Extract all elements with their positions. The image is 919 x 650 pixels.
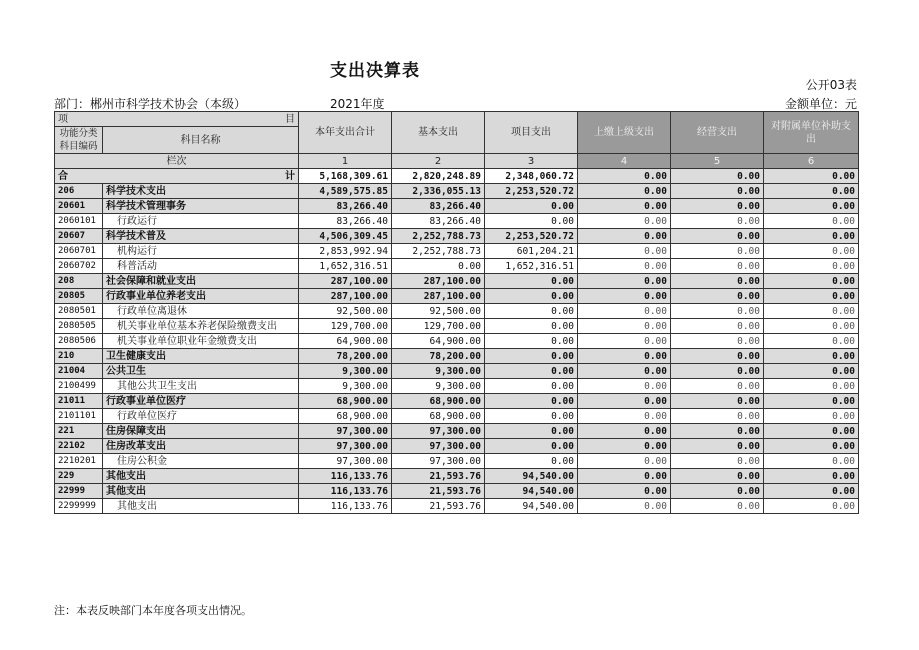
row-value-col1: 116,133.76 xyxy=(299,499,392,514)
row-value-col2: 64,900.00 xyxy=(392,334,485,349)
col-index-3: 3 xyxy=(485,154,578,169)
row-code: 2080501 xyxy=(55,304,103,319)
row-value-col3: 0.00 xyxy=(485,424,578,439)
row-name: 其他公共卫生支出 xyxy=(103,379,299,394)
table-row xyxy=(55,199,859,214)
row-value-col6: 0.00 xyxy=(764,184,859,199)
item-header xyxy=(55,112,299,127)
row-value-col4: 0.00 xyxy=(578,184,671,199)
row-value-col4: 0.00 xyxy=(578,229,671,244)
table-row xyxy=(55,424,859,439)
row-value-col3: 0.00 xyxy=(485,199,578,214)
col-header-5: 经营支出 xyxy=(671,112,764,154)
row-value-col4: 0.00 xyxy=(578,214,671,229)
row-name: 机关事业单位基本养老保险缴费支出 xyxy=(103,319,299,334)
row-code: 20601 xyxy=(55,199,103,214)
table-row xyxy=(55,499,859,514)
row-value-col5: 0.00 xyxy=(671,484,764,499)
row-value-col5: 0.00 xyxy=(671,334,764,349)
total-value: 2,348,060.72 xyxy=(485,169,578,184)
total-value: 5,168,309.61 xyxy=(299,169,392,184)
row-value-col3: 0.00 xyxy=(485,394,578,409)
department-label: 部门：郴州市科学技术协会（本级） xyxy=(54,97,247,111)
table-row xyxy=(55,454,859,469)
table-row xyxy=(55,409,859,424)
row-value-col2: 2,252,788.73 xyxy=(392,244,485,259)
row-value-col6: 0.00 xyxy=(764,244,859,259)
row-code: 2210201 xyxy=(55,454,103,469)
row-name: 科普活动 xyxy=(103,259,299,274)
row-value-col6: 0.00 xyxy=(764,334,859,349)
row-name: 行政事业单位养老支出 xyxy=(103,289,299,304)
row-value-col2: 129,700.00 xyxy=(392,319,485,334)
col-index-1: 1 xyxy=(299,154,392,169)
row-value-col1: 92,500.00 xyxy=(299,304,392,319)
row-code: 229 xyxy=(55,469,103,484)
row-value-col3: 2,253,520.72 xyxy=(485,184,578,199)
table-body xyxy=(55,169,859,514)
row-value-col3: 1,652,316.51 xyxy=(485,259,578,274)
row-name: 行政事业单位医疗 xyxy=(103,394,299,409)
total-value: 0.00 xyxy=(578,169,671,184)
row-value-col5: 0.00 xyxy=(671,304,764,319)
row-value-col5: 0.00 xyxy=(671,229,764,244)
row-value-col4: 0.00 xyxy=(578,364,671,379)
row-value-col3: 0.00 xyxy=(485,349,578,364)
row-value-col5: 0.00 xyxy=(671,439,764,454)
total-label-left: 合 xyxy=(58,170,68,182)
row-code: 2101101 xyxy=(55,409,103,424)
row-value-col6: 0.00 xyxy=(764,349,859,364)
row-name: 卫生健康支出 xyxy=(103,349,299,364)
index-label: 栏次 xyxy=(55,154,299,169)
row-value-col3: 0.00 xyxy=(485,379,578,394)
total-label xyxy=(55,169,299,184)
amount-unit: 金额单位：元 xyxy=(784,97,857,111)
row-value-col2: 97,300.00 xyxy=(392,439,485,454)
row-name: 其他支出 xyxy=(103,469,299,484)
row-value-col3: 0.00 xyxy=(485,274,578,289)
row-value-col1: 9,300.00 xyxy=(299,364,392,379)
row-name: 科学技术普及 xyxy=(103,229,299,244)
total-value: 2,820,248.89 xyxy=(392,169,485,184)
row-value-col2: 83,266.40 xyxy=(392,214,485,229)
row-value-col5: 0.00 xyxy=(671,199,764,214)
row-name: 住房公积金 xyxy=(103,454,299,469)
row-value-col5: 0.00 xyxy=(671,394,764,409)
row-name: 行政单位离退休 xyxy=(103,304,299,319)
row-value-col6: 0.00 xyxy=(764,304,859,319)
row-value-col1: 116,133.76 xyxy=(299,484,392,499)
row-value-col1: 97,300.00 xyxy=(299,424,392,439)
row-value-col3: 0.00 xyxy=(485,439,578,454)
row-value-col5: 0.00 xyxy=(671,379,764,394)
row-value-col1: 129,700.00 xyxy=(299,319,392,334)
row-value-col5: 0.00 xyxy=(671,409,764,424)
row-value-col2: 83,266.40 xyxy=(392,199,485,214)
table-row xyxy=(55,289,859,304)
row-code: 2060701 xyxy=(55,244,103,259)
row-value-col5: 0.00 xyxy=(671,349,764,364)
col-header-6: 对附属单位补助支出 xyxy=(764,112,859,154)
row-code: 221 xyxy=(55,424,103,439)
row-value-col1: 64,900.00 xyxy=(299,334,392,349)
col-header-4: 上缴上级支出 xyxy=(578,112,671,154)
row-value-col4: 0.00 xyxy=(578,379,671,394)
row-name: 行政单位医疗 xyxy=(103,409,299,424)
row-value-col4: 0.00 xyxy=(578,394,671,409)
row-value-col2: 97,300.00 xyxy=(392,424,485,439)
row-code: 20607 xyxy=(55,229,103,244)
row-value-col5: 0.00 xyxy=(671,424,764,439)
row-value-col4: 0.00 xyxy=(578,304,671,319)
row-value-col6: 0.00 xyxy=(764,289,859,304)
fiscal-year: 2021年度 xyxy=(330,97,385,111)
item-header-right: 目 xyxy=(285,113,295,125)
row-code: 210 xyxy=(55,349,103,364)
row-value-col6: 0.00 xyxy=(764,439,859,454)
row-value-col3: 0.00 xyxy=(485,304,578,319)
row-value-col6: 0.00 xyxy=(764,484,859,499)
item-header-left: 项 xyxy=(58,113,68,125)
col-index-4: 4 xyxy=(578,154,671,169)
table-row xyxy=(55,319,859,334)
row-value-col4: 0.00 xyxy=(578,499,671,514)
row-value-col2: 21,593.76 xyxy=(392,499,485,514)
row-value-col6: 0.00 xyxy=(764,319,859,334)
expenditure-table xyxy=(54,111,859,514)
row-code: 2080505 xyxy=(55,319,103,334)
row-value-col3: 0.00 xyxy=(485,409,578,424)
row-value-col2: 287,100.00 xyxy=(392,289,485,304)
row-value-col1: 68,900.00 xyxy=(299,409,392,424)
row-value-col4: 0.00 xyxy=(578,274,671,289)
row-value-col3: 94,540.00 xyxy=(485,484,578,499)
table-row xyxy=(55,334,859,349)
row-value-col6: 0.00 xyxy=(764,454,859,469)
page-title: 支出决算表 xyxy=(330,61,420,81)
row-value-col1: 287,100.00 xyxy=(299,274,392,289)
row-value-col1: 287,100.00 xyxy=(299,289,392,304)
row-value-col2: 68,900.00 xyxy=(392,409,485,424)
row-value-col3: 0.00 xyxy=(485,364,578,379)
row-code: 2080506 xyxy=(55,334,103,349)
col-header-1: 本年支出合计 xyxy=(299,112,392,154)
table-row xyxy=(55,439,859,454)
row-value-col4: 0.00 xyxy=(578,484,671,499)
row-value-col1: 4,506,309.45 xyxy=(299,229,392,244)
row-code: 20805 xyxy=(55,289,103,304)
row-value-col2: 21,593.76 xyxy=(392,484,485,499)
total-value: 0.00 xyxy=(764,169,859,184)
row-value-col4: 0.00 xyxy=(578,199,671,214)
row-value-col1: 4,589,575.85 xyxy=(299,184,392,199)
table-row xyxy=(55,379,859,394)
row-value-col5: 0.00 xyxy=(671,244,764,259)
row-value-col2: 2,336,055.13 xyxy=(392,184,485,199)
row-code: 206 xyxy=(55,184,103,199)
row-value-col5: 0.00 xyxy=(671,469,764,484)
row-value-col5: 0.00 xyxy=(671,259,764,274)
row-name: 其他支出 xyxy=(103,484,299,499)
row-value-col1: 78,200.00 xyxy=(299,349,392,364)
col-index-2: 2 xyxy=(392,154,485,169)
row-code: 2060702 xyxy=(55,259,103,274)
row-name: 住房保障支出 xyxy=(103,424,299,439)
row-value-col4: 0.00 xyxy=(578,349,671,364)
row-value-col6: 0.00 xyxy=(764,259,859,274)
col-header-2: 基本支出 xyxy=(392,112,485,154)
table-row xyxy=(55,214,859,229)
row-value-col1: 116,133.76 xyxy=(299,469,392,484)
total-row xyxy=(55,169,859,184)
name-header: 科目名称 xyxy=(103,127,299,154)
table-row xyxy=(55,394,859,409)
row-value-col3: 0.00 xyxy=(485,319,578,334)
row-value-col3: 0.00 xyxy=(485,214,578,229)
row-value-col1: 97,300.00 xyxy=(299,454,392,469)
row-value-col2: 68,900.00 xyxy=(392,394,485,409)
row-value-col6: 0.00 xyxy=(764,499,859,514)
row-name: 科学技术管理事务 xyxy=(103,199,299,214)
row-value-col6: 0.00 xyxy=(764,364,859,379)
form-number: 公开03表 xyxy=(805,78,857,92)
row-value-col2: 9,300.00 xyxy=(392,364,485,379)
row-name: 科学技术支出 xyxy=(103,184,299,199)
table-row xyxy=(55,364,859,379)
row-value-col5: 0.00 xyxy=(671,184,764,199)
row-value-col4: 0.00 xyxy=(578,319,671,334)
row-value-col4: 0.00 xyxy=(578,424,671,439)
row-value-col1: 68,900.00 xyxy=(299,394,392,409)
row-value-col6: 0.00 xyxy=(764,424,859,439)
table-row xyxy=(55,259,859,274)
row-value-col1: 9,300.00 xyxy=(299,379,392,394)
row-code: 2100499 xyxy=(55,379,103,394)
row-value-col6: 0.00 xyxy=(764,274,859,289)
table-row xyxy=(55,184,859,199)
row-value-col3: 0.00 xyxy=(485,289,578,304)
table-row xyxy=(55,304,859,319)
row-value-col5: 0.00 xyxy=(671,454,764,469)
table-row xyxy=(55,274,859,289)
row-value-col3: 94,540.00 xyxy=(485,499,578,514)
row-value-col3: 2,253,520.72 xyxy=(485,229,578,244)
table-row xyxy=(55,229,859,244)
row-value-col6: 0.00 xyxy=(764,394,859,409)
row-code: 22999 xyxy=(55,484,103,499)
row-value-col2: 9,300.00 xyxy=(392,379,485,394)
row-value-col4: 0.00 xyxy=(578,334,671,349)
row-code: 22102 xyxy=(55,439,103,454)
row-value-col2: 2,252,788.73 xyxy=(392,229,485,244)
row-value-col2: 97,300.00 xyxy=(392,454,485,469)
row-value-col4: 0.00 xyxy=(578,454,671,469)
row-value-col4: 0.00 xyxy=(578,409,671,424)
col-index-5: 5 xyxy=(671,154,764,169)
row-value-col2: 78,200.00 xyxy=(392,349,485,364)
row-code: 21004 xyxy=(55,364,103,379)
footnote: 注：本表反映部门本年度各项支出情况。 xyxy=(54,604,252,617)
row-name: 社会保障和就业支出 xyxy=(103,274,299,289)
row-value-col1: 1,652,316.51 xyxy=(299,259,392,274)
total-label-right: 计 xyxy=(285,170,295,182)
row-name: 公共卫生 xyxy=(103,364,299,379)
code-header: 功能分类科目编码 xyxy=(55,127,103,154)
table-row xyxy=(55,469,859,484)
row-value-col6: 0.00 xyxy=(764,379,859,394)
row-code: 21011 xyxy=(55,394,103,409)
table-row xyxy=(55,349,859,364)
row-value-col5: 0.00 xyxy=(671,364,764,379)
row-value-col4: 0.00 xyxy=(578,289,671,304)
row-value-col5: 0.00 xyxy=(671,289,764,304)
row-value-col3: 94,540.00 xyxy=(485,469,578,484)
row-code: 2060101 xyxy=(55,214,103,229)
col-index-6: 6 xyxy=(764,154,859,169)
row-value-col1: 83,266.40 xyxy=(299,214,392,229)
row-name: 住房改革支出 xyxy=(103,439,299,454)
row-value-col1: 97,300.00 xyxy=(299,439,392,454)
row-value-col3: 0.00 xyxy=(485,454,578,469)
row-value-col2: 0.00 xyxy=(392,259,485,274)
row-value-col4: 0.00 xyxy=(578,469,671,484)
row-name: 行政运行 xyxy=(103,214,299,229)
row-value-col6: 0.00 xyxy=(764,199,859,214)
row-value-col5: 0.00 xyxy=(671,319,764,334)
row-value-col6: 0.00 xyxy=(764,229,859,244)
row-name: 机关事业单位职业年金缴费支出 xyxy=(103,334,299,349)
col-header-3: 项目支出 xyxy=(485,112,578,154)
row-name: 其他支出 xyxy=(103,499,299,514)
row-value-col1: 83,266.40 xyxy=(299,199,392,214)
row-value-col6: 0.00 xyxy=(764,409,859,424)
row-value-col3: 601,204.21 xyxy=(485,244,578,259)
table-row xyxy=(55,484,859,499)
row-name: 机构运行 xyxy=(103,244,299,259)
row-value-col5: 0.00 xyxy=(671,274,764,289)
row-value-col1: 2,853,992.94 xyxy=(299,244,392,259)
row-value-col6: 0.00 xyxy=(764,214,859,229)
row-value-col5: 0.00 xyxy=(671,499,764,514)
row-value-col2: 21,593.76 xyxy=(392,469,485,484)
table-row xyxy=(55,244,859,259)
row-value-col4: 0.00 xyxy=(578,439,671,454)
row-value-col4: 0.00 xyxy=(578,259,671,274)
row-value-col2: 287,100.00 xyxy=(392,274,485,289)
row-code: 2299999 xyxy=(55,499,103,514)
row-code: 208 xyxy=(55,274,103,289)
row-value-col2: 92,500.00 xyxy=(392,304,485,319)
total-value: 0.00 xyxy=(671,169,764,184)
row-value-col4: 0.00 xyxy=(578,244,671,259)
row-value-col6: 0.00 xyxy=(764,469,859,484)
row-value-col3: 0.00 xyxy=(485,334,578,349)
row-value-col5: 0.00 xyxy=(671,214,764,229)
